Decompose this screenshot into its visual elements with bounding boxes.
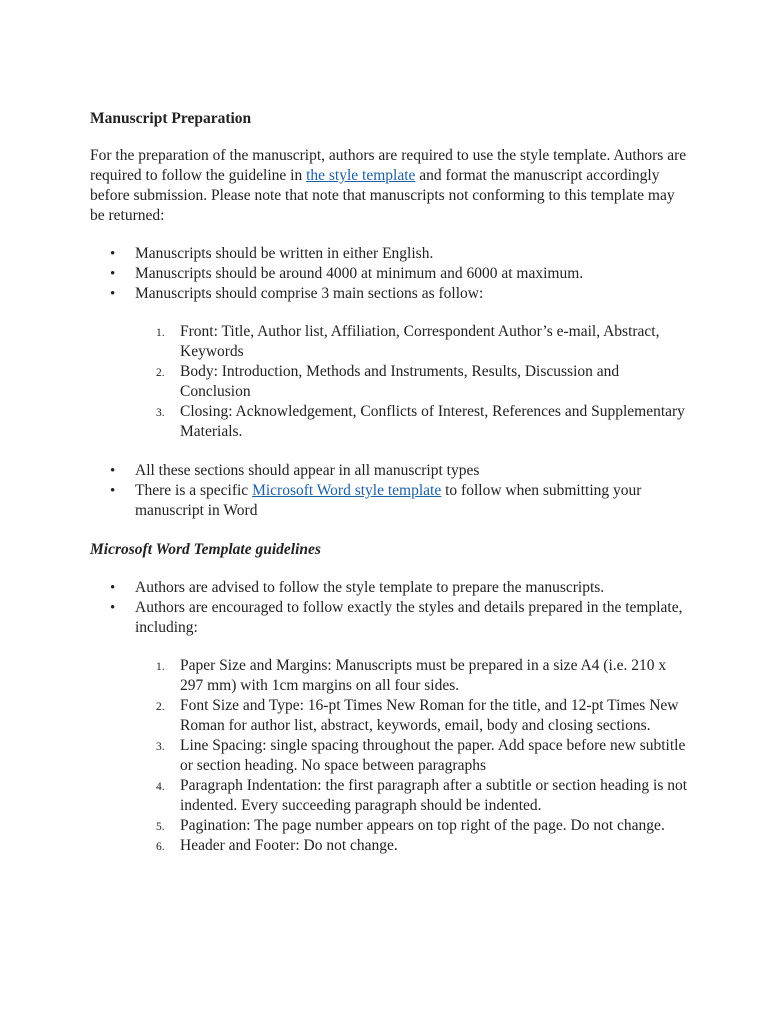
- list-number: 4.: [156, 781, 165, 793]
- guidelines-list: [90, 656, 690, 856]
- list-item-text: Paper Size and Margins: Manuscripts must be prepared in a size A4 (i.e. 210 x 297 mm) with 1cm margins on all four sides.: [180, 657, 667, 694]
- word-template-link[interactable]: Microsoft Word style template: [252, 482, 442, 499]
- list-number: 3.: [156, 741, 165, 753]
- intro-text-1: For the preparation of the manuscript, authors are required to use the style template. Authors are required to follow the guideline in: [90, 147, 687, 184]
- list-item: [90, 816, 690, 836]
- list-item: • Authors are advised to follow the style template to prepare the manuscripts.: [90, 578, 690, 598]
- list-item-text: Paragraph Indentation: the first paragraph after a subtitle or section heading is not indented. Every succeeding paragraph should be indented.: [180, 777, 688, 814]
- sections-list: [90, 322, 690, 442]
- list-item-text: Line Spacing: single spacing throughout the paper. Add space before new subtitle or section heading. No space between paragraphs: [180, 737, 686, 774]
- intro-paragraph: [90, 146, 690, 226]
- style-template-link[interactable]: the style template: [306, 167, 416, 184]
- list-item: [90, 776, 690, 816]
- list-item-text: Front: Title, Author list, Affiliation, Correspondent Author’s e-mail, Abstract, Keywords: [180, 323, 660, 360]
- list-item-text: to follow when submitting your manuscript in Word: [135, 482, 642, 519]
- list-item-text: Header and Footer: Do not change.: [180, 837, 398, 854]
- list-number: 6.: [156, 841, 165, 853]
- list-item: [90, 481, 690, 521]
- advice-list: [90, 578, 690, 638]
- notes-list: [90, 461, 690, 521]
- list-item: • Manuscripts should be written in either English.: [90, 244, 690, 264]
- requirements-list: [90, 244, 690, 304]
- list-number: 2.: [156, 367, 165, 379]
- list-item: • All these sections should appear in all manuscript types: [90, 461, 690, 481]
- list-item-text: Font Size and Type: 16-pt Times New Roman for the title, and 12-pt Times New Roman for author list, abstract, keywords, email, body and closing sections.: [180, 697, 679, 734]
- list-item: [90, 362, 690, 402]
- list-item-text: Pagination: The page number appears on top right of the page. Do not change.: [180, 817, 665, 834]
- list-item: [90, 696, 690, 736]
- list-item: [90, 322, 690, 362]
- list-item: • Manuscripts should comprise 3 main sections as follow:: [90, 284, 690, 304]
- list-item-text: Closing: Acknowledgement, Conflicts of Interest, References and Supplementary Materials.: [180, 403, 685, 440]
- list-item: [90, 402, 690, 442]
- intro-text-2: and format the manuscript accordingly before submission. Please note that note that manuscripts not conforming to this template may be returned:: [90, 167, 675, 224]
- list-item: • Manuscripts should be around 4000 at minimum and 6000 at maximum.: [90, 264, 690, 284]
- list-item: [90, 736, 690, 776]
- page-title: Manuscript Preparation: [90, 110, 252, 127]
- list-item: • Authors are encouraged to follow exactly the styles and details prepared in the template, including:: [90, 598, 690, 638]
- list-item-text: There is a specific: [135, 482, 253, 499]
- list-item-text: Body: Introduction, Methods and Instruments, Results, Discussion and Conclusion: [180, 363, 620, 400]
- list-number: 2.: [156, 701, 165, 713]
- section-subtitle: Microsoft Word Template guidelines: [90, 541, 321, 558]
- list-number: 3.: [156, 407, 165, 419]
- list-item: [90, 656, 690, 696]
- list-item: [90, 836, 690, 856]
- list-number: 1.: [156, 327, 165, 339]
- list-number: 5.: [156, 821, 165, 833]
- list-number: 1.: [156, 661, 165, 673]
